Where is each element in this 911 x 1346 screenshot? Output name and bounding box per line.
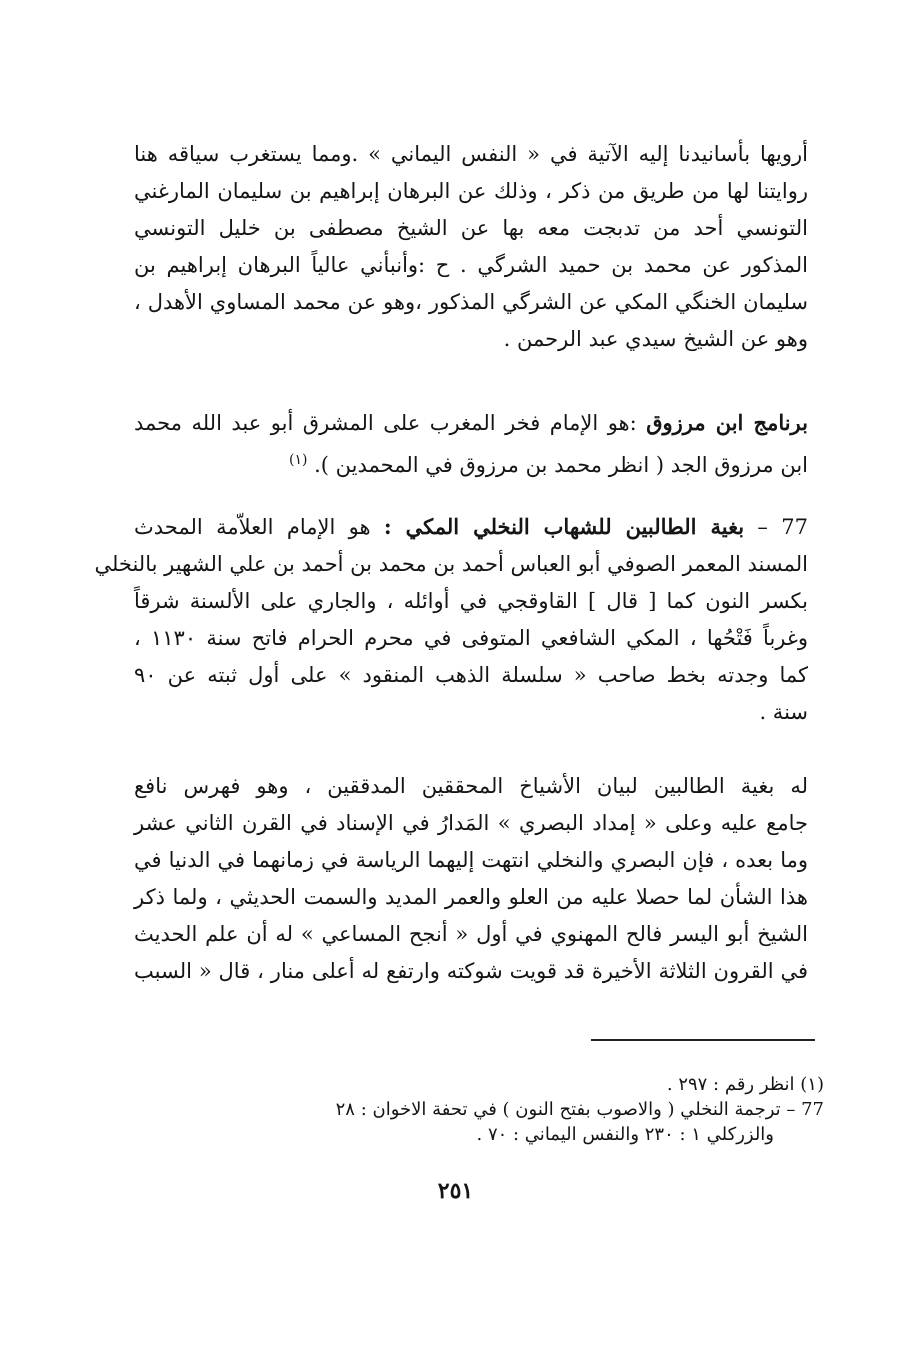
- text-line: [134, 508, 808, 546]
- footnote-reference: (١): [288, 452, 308, 468]
- text-line: وهو عن الشيخ سيدي عبد الرحمن .: [503, 327, 808, 351]
- text-line: روايتنا لها من طريق من ذكر ، وذلك عن البرهان إبراهيم بن سليمان المارغني: [134, 179, 808, 203]
- text-line: هذا الشأن لما حصلا عليه من العلو والعمر المديد والسمت الحديثي ، ولما ذكر: [134, 885, 808, 909]
- page-number: ٢٥١: [437, 1178, 474, 1204]
- text-line: سنة .: [759, 700, 808, 724]
- paragraph-4: [134, 768, 808, 990]
- entry-text: :هو الإمام فخر المغرب على المشرق أبو عبد الله محمد: [134, 411, 647, 435]
- entry-text: ابن مرزوق الجد ( انظر محمد بن مرزوق في المحمدين ).: [314, 453, 808, 477]
- text-line: له بغية الطالبين لبيان الأشياخ المحققين المدققين ، وهو فهرس نافع: [134, 774, 808, 798]
- entry-heading: برنامج ابن مرزوق: [646, 410, 808, 435]
- footnotes: [134, 1072, 824, 1147]
- text-line: المذكور عن محمد بن حميد الشرگي . ح :وأنبأني عالياً البرهان إبراهيم بن: [134, 253, 808, 277]
- entry-number: 77 –: [744, 515, 808, 539]
- footnote-2: 77 – ترجمة النخلي ( والاصوب بفتح النون ) في تحفة الاخوان : ٢٨: [335, 1099, 824, 1120]
- paragraph-1: [134, 136, 808, 358]
- entry-heading: بغية الطالبين للشهاب النخلي المكي :: [383, 514, 745, 539]
- text-line: بكسر النون كما [ قال ] القاوقجي في أوائله ، والجاري على الألسنة شرقاً: [134, 589, 808, 613]
- text-line: وغرباً فَتْحُها ، المكي الشافعي المتوفى في محرم الحرام فاتح سنة ١١٣٠ ،: [134, 626, 808, 650]
- text-line: التونسي أحد من تدبجت معه بها عن الشيخ مصطفى بن خليل التونسي: [134, 216, 808, 240]
- text-line: [134, 442, 808, 484]
- text-line: سليمان الخنگي المكي عن الشرگي المذكور ،وهو عن محمد المساوي الأهدل ،: [134, 290, 808, 314]
- text-line: [134, 404, 808, 442]
- text-line: المسند المعمر الصوفي أبو العباس أحمد بن محمد بن أحمد بن علي الشهير بالنخلي: [94, 552, 808, 576]
- text-line: جامع عليه وعلى « إمداد البصري » المَدارُ في الإسناد في القرن الثاني عشر: [134, 811, 808, 835]
- text-line: أرويها بأسانيدنا إليه الآتية في « النفس اليماني » .ومما يستغرب سياقه هنا: [134, 142, 808, 166]
- text-line: وما بعده ، فإن البصري والنخلي انتهت إليهما الرياسة في زمانهما في الدنيا في: [134, 848, 808, 872]
- footnote-1: (١) انظر رقم : ٢٩٧ .: [666, 1074, 824, 1095]
- paragraph-2: [134, 404, 808, 484]
- entry-text: هو الإمام العلاّمة المحدث: [134, 515, 384, 539]
- footnote-divider: [591, 1039, 815, 1041]
- paragraph-3: [94, 508, 808, 731]
- text-line: كما وجدته بخط صاحب « سلسلة الذهب المنقود » على أول ثبته عن ٩٠: [134, 663, 808, 687]
- text-line: في القرون الثلاثة الأخيرة قد قويت شوكته وارتفع له أعلى منار ، قال « السبب: [134, 959, 808, 983]
- footnote-2-continued: والزركلي ١ : ٢٣٠ والنفس اليماني : ٧٠ .: [476, 1124, 774, 1145]
- text-line: الشيخ أبو اليسر فالح المهنوي في أول « أنجح المساعي » له أن علم الحديث: [134, 922, 808, 946]
